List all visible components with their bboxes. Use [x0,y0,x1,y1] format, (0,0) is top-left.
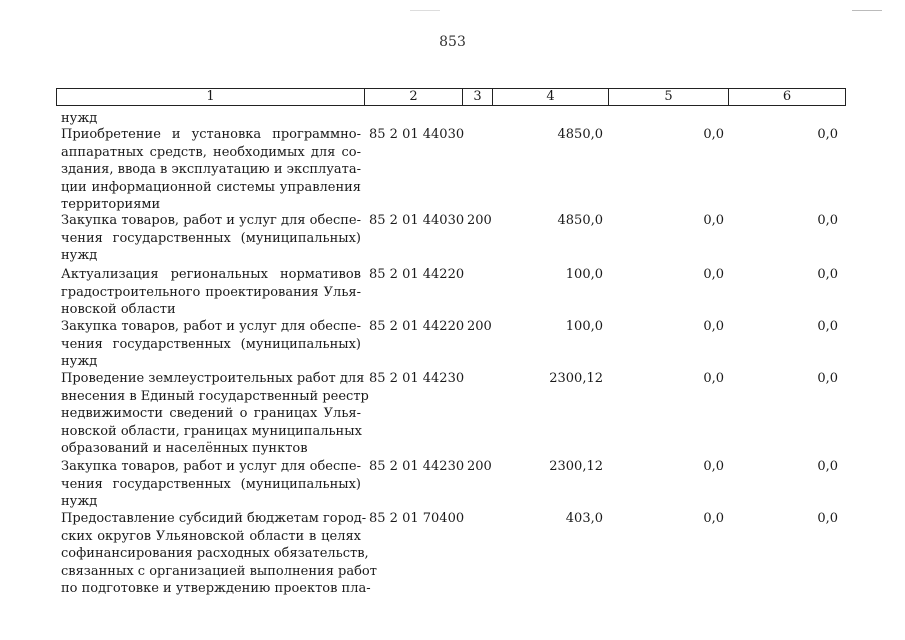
description-line: здания, ввода в эксплуатацию и эксплуата- [61,162,362,177]
description-line: новской области [61,302,176,317]
description-line: софинансирования расходных обязательств, [61,546,369,561]
description-line: внесения в Единый государственный реестр [61,388,369,404]
description-line: Приобретение и установка программно- [61,127,361,142]
row-amount-col5: 0,0 [703,319,724,334]
row-amount-col5: 0,0 [703,267,724,282]
row-code: 85 2 01 44220 [369,319,465,334]
description-line: территориями [61,197,161,212]
row-code: 85 2 01 70400 [369,511,465,526]
row-expense-type: 200 [467,459,492,474]
row-expense-type: 200 [467,319,492,334]
page-number: 853 [439,34,466,50]
description-line: Проведение землеустроительных работ для [61,371,365,386]
description-line: нужд [61,494,98,509]
description-line: Закупка товаров, работ и услуг для обеспе- [61,319,361,334]
row-amount-col6: 0,0 [817,213,838,228]
row-description [61,370,369,458]
row-amount-col6: 0,0 [817,511,838,526]
row-description [61,458,361,511]
row-amount-col6: 0,0 [817,267,838,282]
row-code: 85 2 01 44230 [369,459,465,474]
description-line: по подготовке и утверждению проектов пла- [61,581,371,596]
row-code: 85 2 01 44030 [369,127,465,142]
header-col-5: 5 [609,89,729,105]
row-description [61,266,361,319]
row-amount-col6: 0,0 [817,371,838,386]
row-amount-col4: 100,0 [565,267,603,282]
description-line: нужд [61,354,98,369]
description-line: новской области, границах муниципальных [61,423,362,439]
header-col-2: 2 [365,89,463,105]
description-line: чения государственных (муниципальных) [61,476,361,492]
row-amount-col4: 100,0 [565,319,603,334]
row-amount-col4: 4850,0 [557,127,603,142]
row-description [61,110,361,128]
row-description [61,510,377,598]
row-amount-col6: 0,0 [817,319,838,334]
row-amount-col5: 0,0 [703,371,724,386]
description-line: Закупка товаров, работ и услуг для обеспе- [61,213,361,228]
row-description [61,318,361,371]
description-line: аппаратных средств, необходимых для со- [61,144,361,160]
row-amount-col5: 0,0 [703,511,724,526]
description-line: Предоставление субсидий бюджетам город- [61,511,367,526]
row-amount-col4: 4850,0 [557,213,603,228]
header-col-4: 4 [493,89,609,105]
description-line: Актуализация региональных нормативов [61,267,361,282]
row-amount-col4: 403,0 [565,511,603,526]
row-expense-type: 200 [467,213,492,228]
description-line: чения государственных (муниципальных) [61,230,361,246]
header-col-3: 3 [463,89,493,105]
description-line: нужд [61,111,98,126]
row-amount-col6: 0,0 [817,127,838,142]
header-col-1: 1 [57,89,365,105]
description-line: ции информационной системы управления [61,179,361,195]
row-amount-col4: 2300,12 [549,459,603,474]
row-code: 85 2 01 44220 [369,267,465,282]
description-line: ских округов Ульяновской области в целях [61,528,361,544]
row-description [61,212,361,265]
scan-mark [852,10,882,11]
row-amount-col4: 2300,12 [549,371,603,386]
header-col-6: 6 [782,89,792,104]
row-amount-col6: 0,0 [817,459,838,474]
table-header [56,88,846,106]
description-line: образований и населённых пунктов [61,441,308,456]
description-line: недвижимости сведений о границах Улья- [61,406,361,421]
row-amount-col5: 0,0 [703,459,724,474]
row-amount-col5: 0,0 [703,127,724,142]
description-line: Закупка товаров, работ и услуг для обеспе- [61,459,361,474]
description-line: нужд [61,248,98,263]
row-code: 85 2 01 44230 [369,371,465,386]
description-line: чения государственных (муниципальных) [61,336,361,352]
description-line: связанных с организацией выполнения работ [61,563,377,579]
row-code: 85 2 01 44030 [369,213,465,228]
scan-mark [410,10,440,11]
row-description [61,126,361,214]
row-amount-col5: 0,0 [703,213,724,228]
description-line: градостроительного проектирования Улья- [61,284,361,300]
